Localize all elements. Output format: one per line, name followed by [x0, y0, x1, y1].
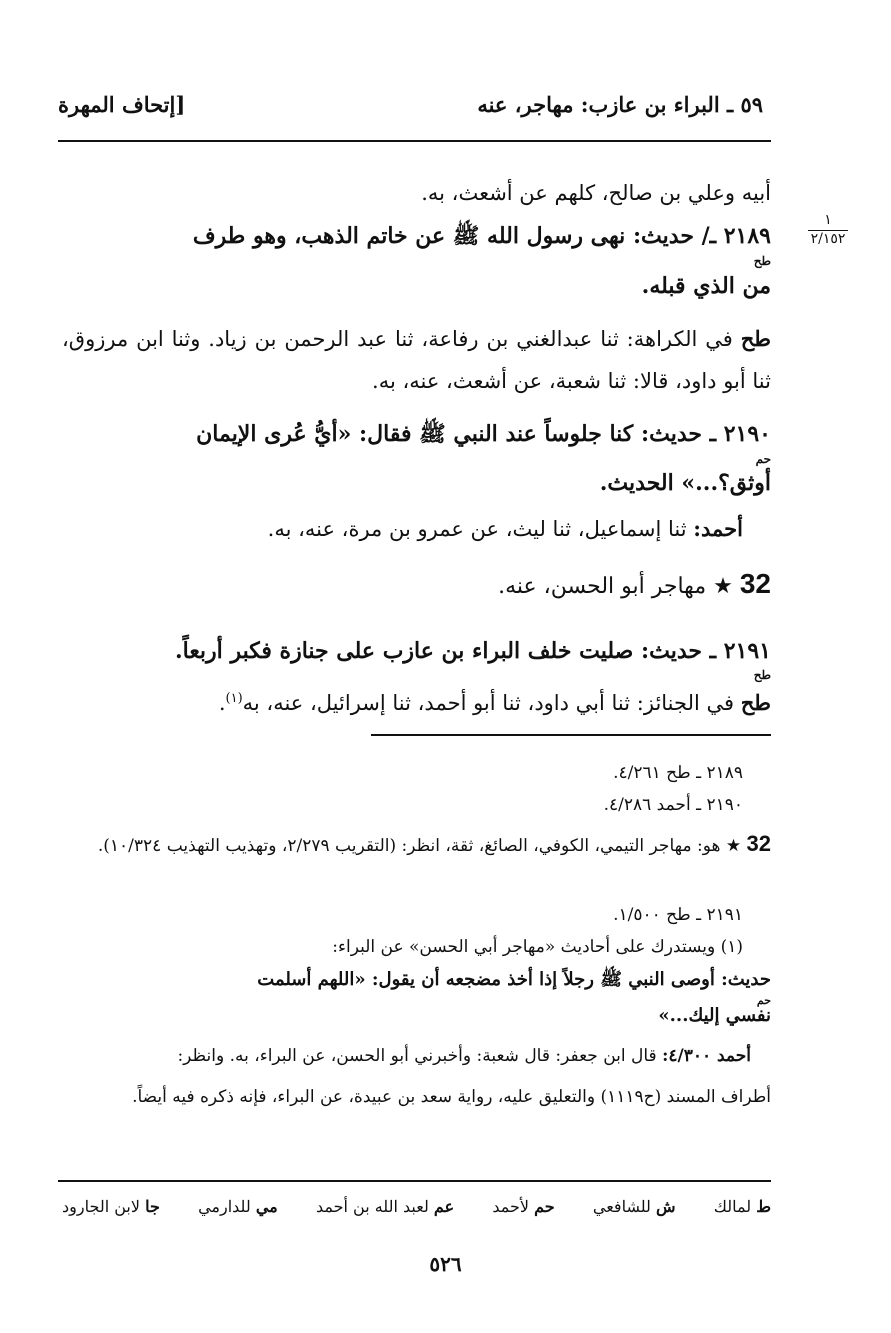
- paragraph-2189-text: في الكراهة: ثنا عبدالغني بن رفاعة، ثنا عبد الرحمن بن زياد. وثنا ابن مرزوق، ثنا أبو داود، قالا: ثنا شعبة، عن أشعث، عنه، به.: [62, 327, 771, 393]
- continuation-line: أبيه وعلي بن صالح، كلهم عن أشعث، به.: [421, 181, 771, 205]
- section-32-title: مهاجر أبو الحسن، عنه.: [498, 574, 707, 599]
- abbrev-item: مي للدارمي: [198, 1197, 278, 1216]
- footnote-rule: [371, 734, 771, 736]
- page-number: ٥٢٦: [429, 1252, 462, 1276]
- running-header-book: [إتحاف المهرة: [58, 92, 186, 117]
- hadith-2191: [62, 630, 771, 672]
- footnote-1-hadith-cont: نفسي إليك...»: [658, 1005, 771, 1026]
- paragraph-2190: [62, 508, 743, 550]
- hadith-2190-symbol: حم: [755, 452, 771, 466]
- paragraph-2189-ref: طح: [740, 326, 771, 351]
- running-header-section: ٥٩ ـ البراء بن عازب: مهاجر، عنه: [477, 92, 763, 117]
- section-32-heading: [62, 563, 771, 608]
- abbrev-item: عم لعبد الله بن أحمد: [315, 1197, 455, 1216]
- hadith-2189-text: نهى رسول الله ﷺ عن خاتم الذهب، وهو طرف: [192, 223, 626, 249]
- abbrev-item: حم لأحمد: [492, 1197, 555, 1216]
- header-rule: [58, 140, 771, 142]
- hadith-2189-text-cont: من الذي قبله.: [641, 273, 771, 299]
- paragraph-2191: [62, 678, 771, 724]
- abbrev-item: ط لمالك: [713, 1197, 771, 1216]
- hadith-2190-text: كنا جلوساً عند النبي ﷺ فقال: «أيُّ عُرى الإيمان: [196, 421, 634, 447]
- footnote-2189: ٢١٨٩ ـ طح ٤/٢٦١.: [613, 763, 743, 783]
- footnote-2190: ٢١٩٠ ـ أحمد ٤/٢٨٦.: [603, 795, 743, 815]
- paragraph-2190-text: ثنا إسماعيل، ثنا ليث، عن عمرو بن مرة، عنه، به.: [267, 517, 687, 541]
- footnote-marker: (١): [225, 691, 243, 706]
- star-icon: ★: [725, 836, 742, 856]
- hadith-2190-number: ٢١٩٠ ـ حديث:: [640, 421, 771, 447]
- paragraph-2191-text: في الجنائز: ثنا أبي داود، ثنا أبو أحمد، ثنا إسرائيل، عنه، به: [242, 691, 735, 715]
- hadith-2190-text-cont: أوثق؟...» الحديث.: [599, 470, 771, 496]
- abbreviation-key: [62, 1197, 771, 1216]
- footnote-2191: ٢١٩١ ـ طح ١/٥٠٠.: [613, 905, 743, 925]
- footnote-1-source-ref: أحمد ٤/٣٠٠:: [662, 1046, 751, 1066]
- hadith-2189-symbol: طح: [753, 254, 771, 268]
- footnote-1-source: [62, 1040, 751, 1072]
- hadith-2190: [62, 413, 771, 455]
- footnote-1-hadith: حديث: أوصى النبي ﷺ رجلاً إذا أخذ مضجعه أن يقول: «اللهم أسلمت: [257, 969, 771, 990]
- margin-note: [808, 212, 848, 247]
- margin-note-top: ١: [824, 212, 832, 228]
- footnote-32: [62, 828, 771, 862]
- footnote-1-see-also: أطراف المسند (ح١١١٩) والتعليق عليه، رواية سعد بن عبيدة، عن البراء، فإنه ذكره فيه أيضاً.: [132, 1087, 771, 1107]
- abbrev-rule: [58, 1180, 771, 1182]
- footnote-1-symbol: حم: [756, 994, 771, 1007]
- paragraph-2190-ref: أحمد:: [693, 516, 743, 541]
- margin-note-bottom: ٢/١٥٢: [808, 230, 848, 247]
- footnote-32-text: هو: مهاجر التيمي، الكوفي، الصائغ، ثقة، انظر: (التقريب ٢/٢٧٩، وتهذيب التهذيب ١٠/٣٢٤).: [97, 836, 721, 856]
- paragraph-2191-end: .: [218, 691, 226, 715]
- footnote-32-number: 32: [746, 831, 771, 856]
- star-icon: ★: [713, 574, 733, 599]
- paragraph-2191-ref: طح: [740, 690, 771, 715]
- footnote-1: (١) ويستدرك على أحاديث «مهاجر أبي الحسن» عن البراء:: [332, 937, 743, 957]
- abbrev-item: ش للشافعي: [592, 1197, 676, 1216]
- paragraph-2189: [62, 318, 771, 402]
- hadith-2189: [62, 215, 771, 257]
- abbrev-item: جا لابن الجارود: [62, 1197, 160, 1216]
- hadith-2191-number: ٢١٩١ ـ حديث:: [640, 638, 771, 664]
- hadith-2191-text: صليت خلف البراء بن عازب على جنازة فكبر أربعاً.: [174, 638, 634, 664]
- footnote-1-source-text: قال ابن جعفر: قال شعبة: وأخبرني أبو الحسن، عن البراء، به. وانظر:: [177, 1046, 657, 1066]
- section-32-number: 32: [739, 568, 771, 599]
- hadith-2191-symbol: طح: [753, 668, 771, 682]
- hadith-2189-number: ٢١٨٩ ـ/ حديث:: [632, 223, 771, 249]
